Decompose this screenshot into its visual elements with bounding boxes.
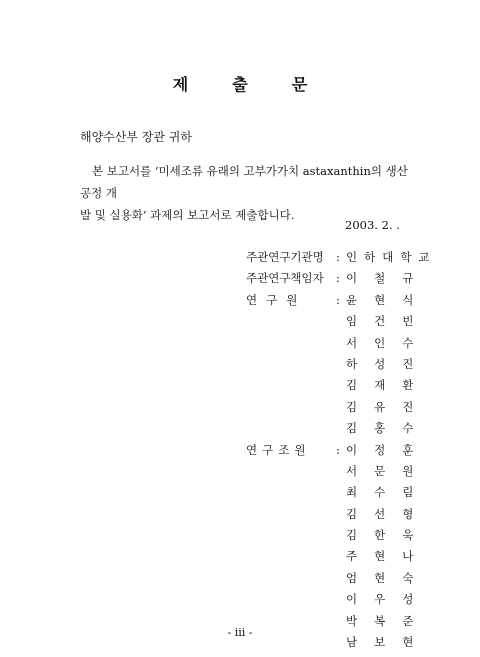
- assistant-name: 이우성: [346, 592, 431, 607]
- assistant-row: [246, 589, 437, 610]
- researchers-label: 연구원: [246, 292, 307, 307]
- statement-line-1-text: 본 보고서를 ‘미세조류 유래의 고부가가치 astaxanthin의 생산공정 개: [80, 164, 408, 200]
- assistant-name: 이정훈: [346, 442, 431, 457]
- assistant-name: 박복준: [346, 613, 431, 628]
- researcher-row: [246, 354, 437, 375]
- submission-statement: [80, 160, 410, 226]
- assistant-row: [246, 440, 437, 461]
- researcher-row: [246, 375, 437, 396]
- title-char-1: 제: [172, 75, 189, 94]
- researcher-row: [246, 418, 437, 439]
- assistant-name: 서문원: [346, 463, 431, 478]
- researcher-name: 하성진: [346, 356, 431, 371]
- assistant-row: [246, 568, 437, 589]
- assistant-name: 남보현: [346, 635, 431, 650]
- researcher-name: 김홍수: [346, 421, 431, 436]
- researcher-name: 김유진: [346, 399, 431, 414]
- colon: :: [336, 250, 340, 264]
- colon: :: [336, 271, 340, 286]
- assistant-row: [246, 546, 437, 567]
- title-char-2: 출: [232, 75, 248, 94]
- researcher-list: [246, 247, 437, 653]
- assistant-row: [246, 482, 437, 503]
- lead-institution-row: [246, 247, 437, 268]
- page-number: - ⅲ -: [227, 626, 253, 639]
- researcher-name: 윤현식: [346, 292, 431, 307]
- researcher-row: [246, 333, 437, 354]
- assistant-name: 김선형: [346, 506, 431, 521]
- lead-researcher-name: 이철규: [346, 271, 431, 286]
- statement-line-1: [80, 160, 410, 204]
- researcher-name: 임건빈: [346, 314, 431, 329]
- assistant-row: [246, 461, 437, 482]
- lead-institution-value: 인하대학교: [346, 250, 437, 264]
- researcher-row: [246, 397, 437, 418]
- assistant-name: 최수림: [346, 485, 431, 500]
- assistant-row: [246, 504, 437, 525]
- assistants-label: 연구조원: [246, 442, 311, 457]
- assistant-row: [246, 525, 437, 546]
- assistant-name: 주현나: [346, 549, 431, 564]
- researcher-name: 김재환: [346, 378, 431, 393]
- colon: :: [336, 292, 340, 307]
- lead-institution-label: 주관연구기관명: [246, 250, 324, 264]
- addressee: 해양수산부 장관 귀하: [80, 130, 192, 144]
- researcher-row: [246, 290, 437, 311]
- submission-date: 2003. 2. .: [345, 218, 400, 232]
- assistant-name: 김한욱: [346, 528, 431, 543]
- document-title: [0, 72, 480, 95]
- title-char-3: 문: [291, 75, 308, 94]
- colon: :: [336, 442, 340, 457]
- researcher-row: [246, 311, 437, 332]
- assistant-name: 엄현숙: [346, 570, 431, 585]
- statement-line-2: 발 및 실용화’ 과제의 보고서로 제출합니다.: [80, 208, 295, 222]
- lead-researcher-label: 주관연구책임자: [246, 271, 324, 286]
- lead-researcher-row: [246, 268, 437, 289]
- researcher-name: 서인수: [346, 335, 431, 350]
